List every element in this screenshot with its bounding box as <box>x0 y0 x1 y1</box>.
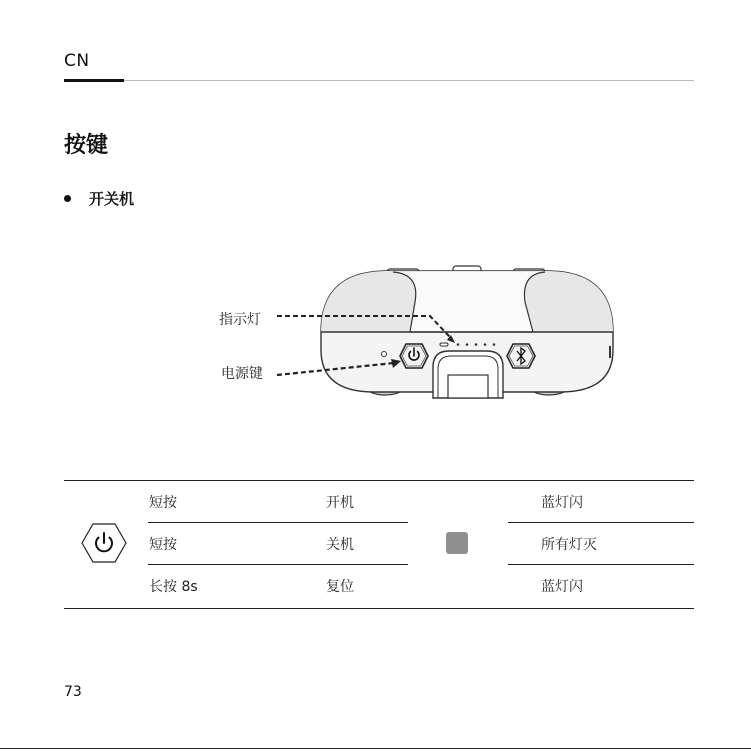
indicator-swatch <box>446 532 468 554</box>
bullet-dot <box>64 195 71 202</box>
power-icon <box>80 521 128 565</box>
table-top-rule <box>64 480 694 481</box>
indicator-light-label: 指示灯 <box>219 312 261 328</box>
subsection-title: 开关机 <box>89 190 135 208</box>
result-cell: 关机 <box>326 537 354 553</box>
table-row-divider <box>148 522 408 523</box>
action-cell: 长按 8s <box>149 579 198 595</box>
device-illustration <box>215 262 615 407</box>
result-cell: 复位 <box>326 579 354 595</box>
action-cell: 短按 <box>149 537 177 553</box>
page-number: 73 <box>64 684 82 700</box>
table-bottom-rule <box>64 608 694 609</box>
header-rule-accent <box>64 79 124 82</box>
page-bottom-rule <box>0 748 751 749</box>
section-title: 按键 <box>64 133 109 158</box>
light-cell: 所有灯灭 <box>541 537 597 553</box>
light-cell: 蓝灯闪 <box>541 495 583 511</box>
action-cell: 短按 <box>149 495 177 511</box>
table-row-divider <box>508 522 694 523</box>
table-row-divider <box>148 564 408 565</box>
result-cell: 开机 <box>326 495 354 511</box>
light-cell: 蓝灯闪 <box>541 579 583 595</box>
table-row-divider <box>508 564 694 565</box>
header-rule <box>64 80 694 81</box>
power-key-label: 电源键 <box>221 366 263 382</box>
language-tag: CN <box>64 51 90 71</box>
